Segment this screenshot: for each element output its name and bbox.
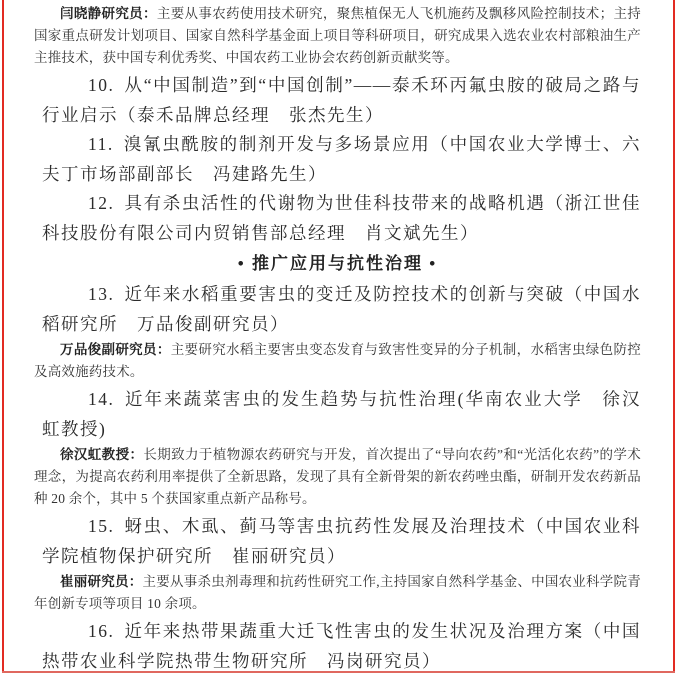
- item-number: 14.: [88, 389, 115, 409]
- bio-text: 长期致力于植物源农药研究与开发，首次提出了“导向农药”和“光活化农药”的学术理念，为提高农药利用率提供了全新思路，发现了具有全新骨架的新农药唑虫酯，研制开发农药新品种 20 余个，其中 5 个获国家重点新产品称号。: [34, 447, 641, 506]
- item-number: 15.: [88, 516, 115, 536]
- item-number: 13.: [88, 284, 115, 304]
- bio-text: 主要研究水稻主要害虫变态发育与致害性变异的分子机制，水稻害虫绿色防控及高效施药技术。: [34, 342, 641, 379]
- agenda-item-12: [42, 189, 641, 248]
- speaker-bio-wan-pinjun: [34, 339, 641, 383]
- bio-speaker-name: 崔丽研究员：: [60, 574, 143, 589]
- item-text: 具有杀虫活性的代谢物为世佳科技带来的战略机遇（浙江世佳科技股份有限公司内贸销售部总经理 肖文斌先生）: [42, 193, 641, 243]
- item-number: 12.: [88, 193, 115, 213]
- item-text: 溴氰虫酰胺的制剂开发与多场景应用（中国农业大学博士、六夫丁市场部副部长 冯建路先生）: [42, 134, 641, 184]
- bio-speaker-name: 闫晓静研究员：: [60, 6, 157, 21]
- agenda-item-11: [42, 130, 641, 189]
- agenda-item-10: [42, 71, 641, 130]
- speaker-bio-xu-hanhong: [34, 444, 641, 510]
- speaker-bio-yan-xiaojing: [34, 3, 641, 69]
- section-heading: • 推广应用与抗性治理 •: [237, 254, 438, 273]
- item-number: 11.: [88, 134, 114, 154]
- agenda-item-13: [42, 280, 641, 339]
- bio-text: 主要从事杀虫剂毒理和抗药性研究工作,主持国家自然科学基金、中国农业科学院青年创新专项等项目 10 余项。: [34, 574, 642, 611]
- speaker-bio-cui-li: [34, 571, 641, 615]
- bio-text: 主要从事农药使用技术研究，聚焦植保无人飞机施药及飘移风险控制技术；主持国家重点研发计划项目、国家自然科学基金面上项目等科研项目，研究成果入选农业农村部粮油生产主推技术，获中国专利优秀奖、中国农药工业协会农药创新贡献奖等。: [34, 6, 641, 65]
- item-text: 近年来热带果蔬重大迁飞性害虫的发生状况及治理方案（中国热带农业科学院热带生物研究所 冯岗研究员）: [42, 621, 641, 671]
- bio-speaker-name: 徐汉虹教授：: [60, 447, 144, 462]
- item-text: 从“中国制造”到“中国创制”——泰禾环丙氟虫胺的破局之路与行业启示（泰禾品牌总经理 张杰先生）: [42, 75, 641, 125]
- item-text: 近年来蔬菜害虫的发生趋势与抗性治理(华南农业大学 徐汉虹教授): [42, 389, 641, 439]
- item-number: 10.: [88, 75, 115, 95]
- bio-speaker-name: 万品俊副研究员：: [60, 342, 171, 357]
- agenda-item-16: [42, 617, 641, 673]
- item-text: 近年来水稻重要害虫的变迁及防控技术的创新与突破（中国水稻研究所 万品俊副研究员）: [42, 284, 641, 334]
- agenda-item-14: [42, 385, 641, 444]
- item-number: 16.: [88, 621, 115, 641]
- agenda-item-15: [42, 512, 641, 571]
- item-text: 蚜虫、木虱、蓟马等害虫抗药性发展及治理技术（中国农业科学院植物保护研究所 崔丽研究员）: [42, 516, 641, 566]
